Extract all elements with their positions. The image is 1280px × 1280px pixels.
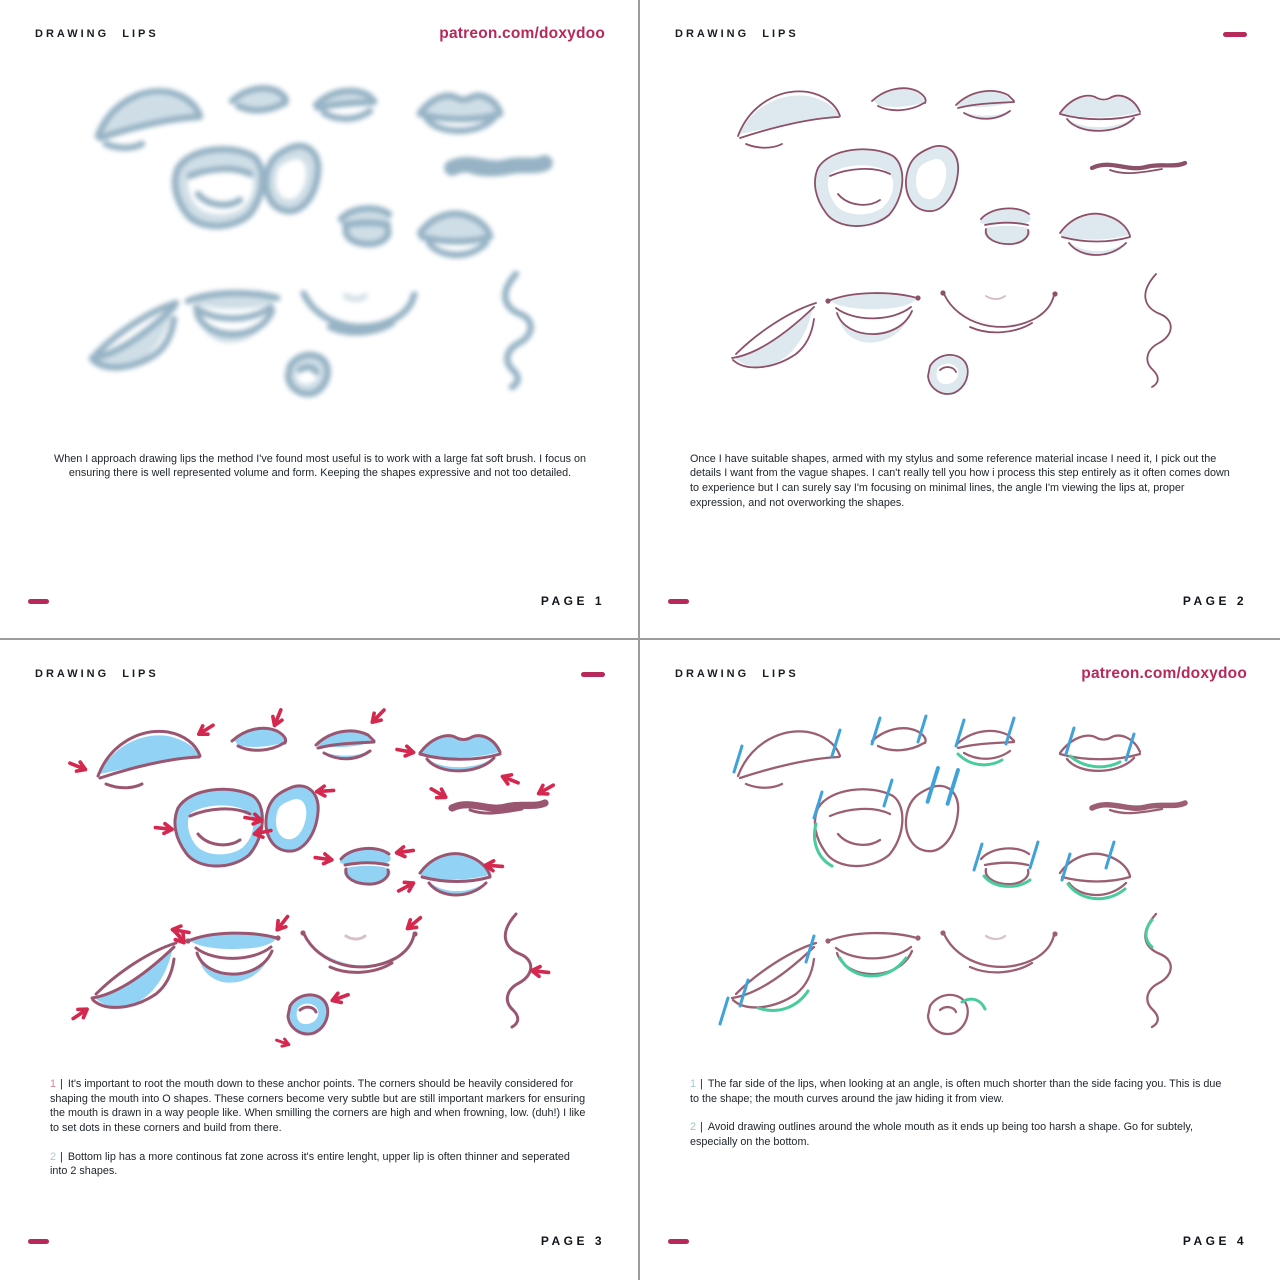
page-3 [0,640,640,1280]
item-text: Avoid drawing outlines around the whole mouth as it ends up being too harsh a shape. Go for subtely, especially on the bottom. [690,1121,1193,1149]
item-separator: | [700,1078,703,1090]
header-dash [1223,32,1247,37]
item-number: 2 [690,1121,697,1134]
note-item-2 [50,1150,590,1179]
notes-list [690,1077,1230,1164]
page-3-footer [28,1234,605,1248]
page-4-footer [668,1234,1247,1248]
page-1-footer [28,594,605,608]
lip-sketches-outline-study [640,696,1280,1080]
footer-dash [28,599,49,604]
page-2 [640,0,1280,640]
patreon-link[interactable]: patreon.com/doxydoo [439,25,605,42]
item-separator: | [60,1150,63,1163]
lip-sketches [92,728,545,1034]
page-4-header [675,666,1247,682]
note-item-1 [690,1077,1230,1106]
page-2-header [675,26,1247,42]
page-number-label: PAGE 1 [540,594,605,608]
item-separator: | [700,1121,703,1134]
lip-sketches-refined-lines [640,56,1280,440]
page-3-header [35,666,605,682]
lip-sketches [732,88,1185,394]
note-item-2 [690,1120,1230,1149]
footer-dash [668,1239,689,1244]
lip-sketches-soft-shapes [0,56,640,440]
page-2-footer [668,594,1247,608]
page-title: DRAWING LIPS [35,28,159,40]
header-dash [581,672,605,677]
item-number: 2 [50,1150,57,1163]
lip-sketches-anchor-points [0,696,640,1080]
footer-dash [668,599,689,604]
page-title: DRAWING LIPS [675,28,799,40]
notes-list [50,1077,590,1193]
item-text: It's important to root the mouth down to these anchor points. The corners should be heavily considered for shaping the mouth into O shapes. These corners become very subtle but are still important markers for ensuring the mouth is drawn in a way people like. When smilling the corners are high and when frowning, low. (duh!) I like to set dots in these corners and build from there. [50,1078,586,1135]
item-separator: | [60,1078,63,1090]
body-text: Once I have suitable shapes, armed with my stylus and some reference material incase I need it, I pick out the details I want from the vague shapes. I can't really tell you how i process this step entirely as it often comes down to experience but I can surely say I'm focusing on minimal lines, the angle I'm viewing the lips at, proper expression, and not overworking the shapes. [690,452,1230,509]
page-number-label: PAGE 4 [1182,1234,1247,1248]
patreon-link[interactable]: patreon.com/doxydoo [1081,665,1247,682]
page-4 [640,640,1280,1280]
lip-sketches [92,88,545,394]
page-1 [0,0,640,640]
item-text: Bottom lip has a more continous fat zone across it's entire lenght, upper lip is often thinner and seperated into 2 shapes. [50,1150,570,1178]
page-number-label: PAGE 3 [540,1234,605,1248]
footer-dash [28,1239,49,1244]
page-title: DRAWING LIPS [675,668,799,680]
page-number-label: PAGE 2 [1182,594,1247,608]
note-item-1 [50,1077,590,1136]
body-text: When I approach drawing lips the method I've found most useful is to work with a large fat soft brush. I focus on ensuring there is well represented volume and form. Keeping the shapes expressive and not too detailed. [54,452,586,480]
item-text: The far side of the lips, when looking at an angle, is often much shorter than the side facing you. This is due to the shape; the mouth curves around the jaw hiding it from view. [690,1078,1222,1105]
page-1-header [35,26,605,42]
item-number: 1 [690,1078,697,1090]
item-number: 1 [50,1078,57,1090]
page-title: DRAWING LIPS [35,668,159,680]
